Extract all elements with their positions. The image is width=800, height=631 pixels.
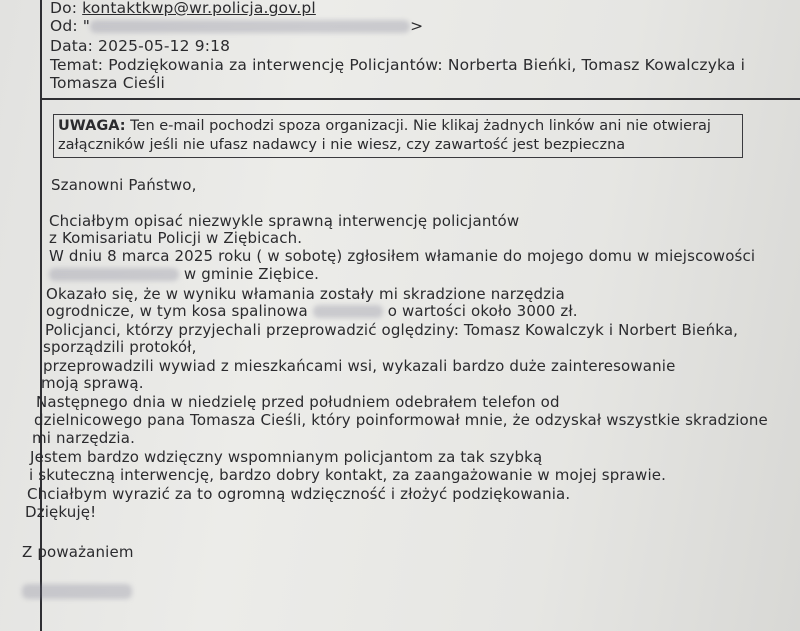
closing: Z poważaniem <box>22 543 134 561</box>
body-line-8: sporządzili protokół, <box>43 338 197 356</box>
warning-label: UWAGA: <box>58 118 126 134</box>
greeting: Szanowni Państwo, <box>51 176 197 194</box>
body-line-13: mi narzędzia. <box>32 429 135 447</box>
body-line-7: Policjanci, którzy przyjechali przeprowadzić oględziny: Tomasz Kowalczyk i Norbert Bieńka, <box>45 321 739 339</box>
signature-redacted <box>22 584 132 599</box>
body-line-5: Okazało się, że w wyniku włamania zostały mi skradzione narzędzia <box>46 285 565 303</box>
body-line-6-start: ogrodnicze, w tym kosa spalinowa <box>46 302 308 320</box>
warning-line-2: załączników jeśli nie ufasz nadawcy i nie wiesz, czy zawartość jest bezpieczna <box>58 137 626 153</box>
body-line-4 <box>49 265 319 283</box>
recipient-line <box>50 0 316 17</box>
body-line-14: Jestem bardzo wdzięczny wspomnianym policjantom za tak szybką <box>30 448 543 466</box>
sender-line <box>50 17 423 35</box>
location-redacted <box>49 268 179 281</box>
sender-redacted <box>90 20 410 33</box>
brand-redacted <box>313 305 383 318</box>
body-line-16: Chciałbym wyrazić za to ogromną wdzięczność i złożyć podziękowania. <box>27 485 571 503</box>
header-divider <box>40 98 800 100</box>
body-line-6 <box>46 302 578 320</box>
body-line-17: Dziękuję! <box>25 503 97 521</box>
sender-label: Od: <box>50 17 78 35</box>
body-line-15: i skuteczną interwencję, bardzo dobry kontakt, za zaangażowanie w mojej sprawie. <box>29 466 667 484</box>
signature-line <box>22 582 132 600</box>
body-line-9: przeprowadzili wywiad z mieszkańcami wsi, wykazali bardzo duże zainteresowanie <box>43 357 676 375</box>
recipient-label: Do: <box>50 0 78 17</box>
body-line-10: moją sprawą. <box>41 374 144 392</box>
body-line-6-end: o wartości około 3000 zł. <box>387 302 578 320</box>
sender-quote: " <box>82 17 91 35</box>
subject-line-1: Temat: Podziękowania za interwencję Policjantów: Norberta Bieńki, Tomasz Kowalczyka i <box>50 56 746 74</box>
subject-line-2: Tomasza Cieśli <box>50 74 166 92</box>
left-margin-rule <box>40 0 42 631</box>
warning-text-1: Ten e-mail pochodzi spoza organizacji. Nie klikaj żadnych linków ani nie otwieraj <box>125 118 711 134</box>
body-line-3: W dniu 8 marca 2025 roku ( w sobotę) zgłosiłem włamanie do mojego domu w miejscowości <box>49 247 756 265</box>
body-line-12: dzielnicowego pana Tomasza Cieśli, który poinformował mnie, że odzyskał wszystkie skradzione <box>34 411 768 429</box>
date-line: Data: 2025-05-12 9:18 <box>50 37 231 55</box>
sender-bracket: > <box>410 17 424 35</box>
body-line-2: z Komisariatu Policji w Ziębicach. <box>49 229 303 247</box>
recipient-email-link[interactable]: kontaktkwp@wr.policja.gov.pl <box>82 0 316 17</box>
warning-line-1 <box>58 118 711 134</box>
body-line-4-text: w gminie Ziębice. <box>183 265 320 283</box>
body-line-1: Chciałbym opisać niezwykle sprawną interwencję policjantów <box>49 212 520 230</box>
external-sender-warning <box>53 114 743 158</box>
body-line-11: Następnego dnia w niedzielę przed południem odebrałem telefon od <box>36 393 560 411</box>
